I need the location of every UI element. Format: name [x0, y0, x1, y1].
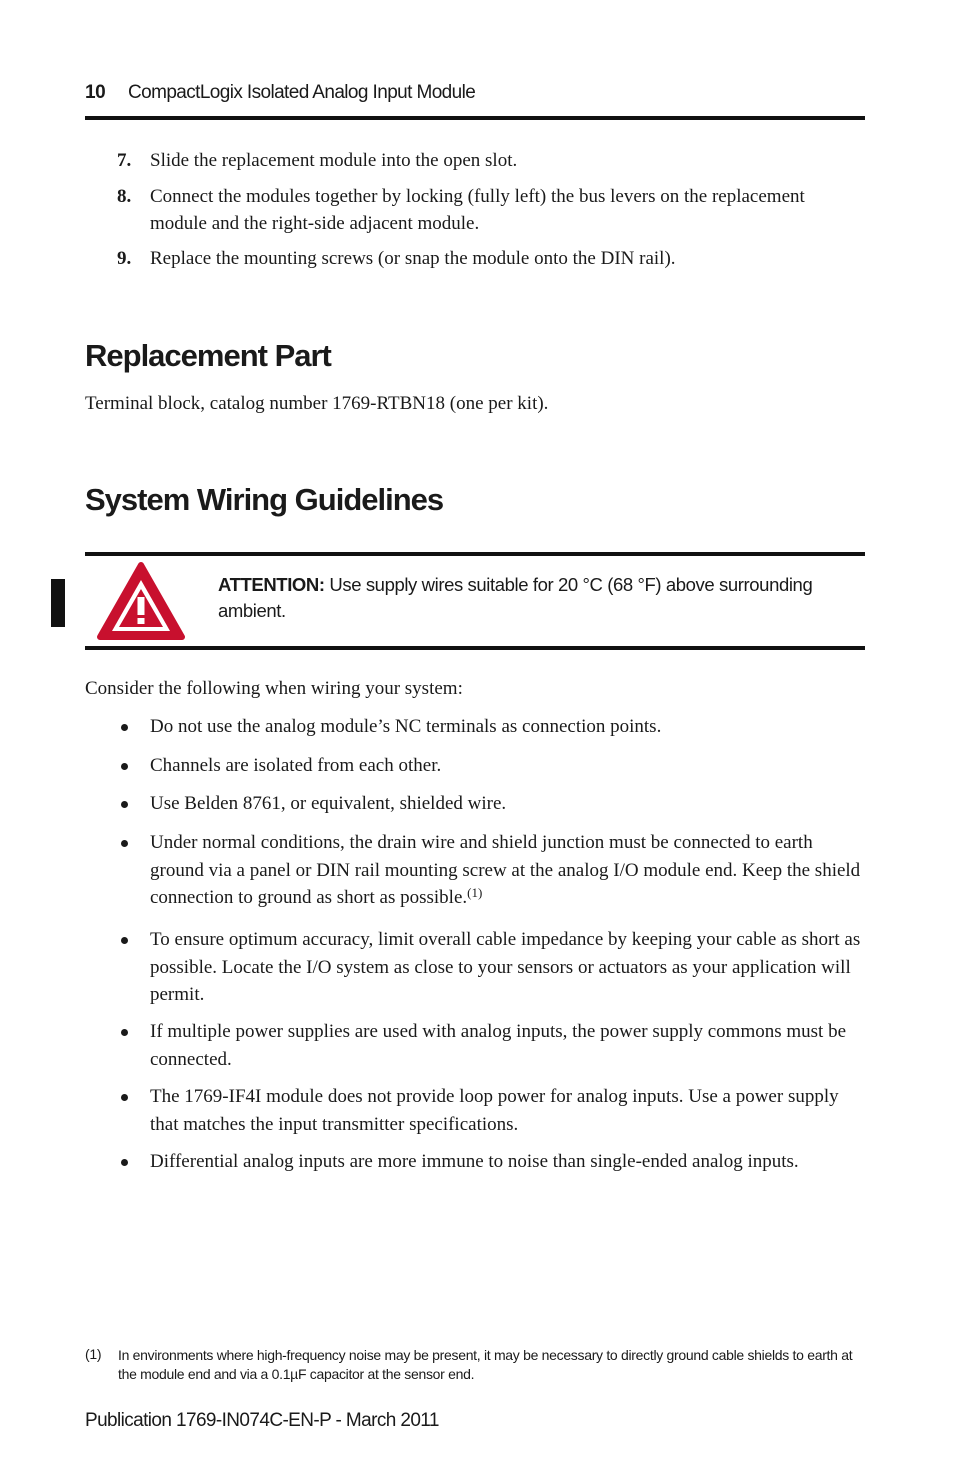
list-item-text: Channels are isolated from each other.: [150, 755, 442, 776]
page-number: 10: [85, 82, 106, 103]
bullet-dot: [121, 763, 128, 770]
list-item: [117, 713, 865, 741]
attention-text: Use supply wires suitable for 20 °C (68 °F) above surrounding ambient.: [218, 574, 813, 621]
step-text: Replace the mounting screws (or snap the module onto the DIN rail).: [150, 248, 676, 269]
bullet-dot: [121, 724, 128, 731]
bullet-dot: [121, 840, 128, 847]
step-number: 9.: [117, 248, 132, 269]
bullet-dot: [121, 1094, 128, 1101]
list-item-text: Do not use the analog module’s NC terminals as connection points.: [150, 716, 662, 737]
publication-footer: Publication 1769-IN074C-EN-P - March 2011: [85, 1410, 439, 1431]
header-rule: [85, 116, 865, 120]
list-item-text: Under normal conditions, the drain wire and shield junction must be connected to earth ground via a panel or DIN rail mounting screw at the analog I/O module end. Keep the shield connection to ground as short as possible.: [150, 832, 861, 908]
bullet-dot: [121, 937, 128, 944]
bullet-dot: [121, 1159, 128, 1166]
list-item-text: Use Belden 8761, or equivalent, shielded wire.: [150, 793, 507, 814]
attention-top-rule: [85, 552, 865, 556]
heading-replacement-part: Replacement Part: [85, 338, 331, 373]
list-item-text: The 1769-IF4I module does not provide loop power for analog inputs. Use a power supply that matches the input transmitter specifications.: [150, 1086, 839, 1135]
footnote-mark: (1): [85, 1346, 102, 1362]
step-item: [117, 147, 862, 174]
replacement-part-text: Terminal block, catalog number 1769-RTBN18 (one per kit).: [85, 393, 549, 414]
list-item-text: To ensure optimum accuracy, limit overall cable impedance by keeping your cable as short as possible. Locate the I/O system as close to your sensors or actuators as your application will permit.: [150, 929, 861, 1005]
step-number: 7.: [117, 150, 132, 171]
list-item: [117, 1148, 865, 1176]
step-text: Slide the replacement module into the open slot.: [150, 150, 518, 171]
list-item: [117, 926, 865, 1009]
wiring-intro: Consider the following when wiring your system:: [85, 678, 463, 699]
bullet-dot: [121, 1029, 128, 1036]
bullet-dot: [121, 801, 128, 808]
list-item-text: Differential analog inputs are more immune to noise than single-ended analog inputs.: [150, 1151, 799, 1172]
attention-bottom-rule: [85, 646, 865, 650]
list-item: [117, 752, 865, 780]
step-text: Connect the modules together by locking (fully left) the bus levers on the replacement module and the right-side adjacent module.: [150, 186, 805, 234]
heading-system-wiring: System Wiring Guidelines: [85, 482, 444, 517]
footnote-text: In environments where high-frequency noise may be present, it may be necessary to directly ground cable shields to earth at the module end and via a 0.1µF capacitor at the sensor end.: [118, 1347, 853, 1382]
list-item: [117, 829, 865, 912]
list-item: [117, 1083, 865, 1138]
running-header-title: CompactLogix Isolated Analog Input Module: [128, 82, 476, 103]
list-item-text: If multiple power supplies are used with analog inputs, the power supply commons must be connected.: [150, 1021, 847, 1070]
list-item: [117, 1018, 865, 1073]
change-bar: [51, 579, 65, 627]
footnote-reference: (1): [467, 885, 483, 900]
attention-label: ATTENTION:: [218, 574, 325, 595]
step-number: 8.: [117, 186, 132, 207]
list-item: [117, 790, 865, 818]
step-item: [117, 183, 862, 237]
attention-message: [218, 572, 838, 624]
warning-triangle-icon: [97, 561, 185, 641]
step-item: [117, 245, 862, 272]
